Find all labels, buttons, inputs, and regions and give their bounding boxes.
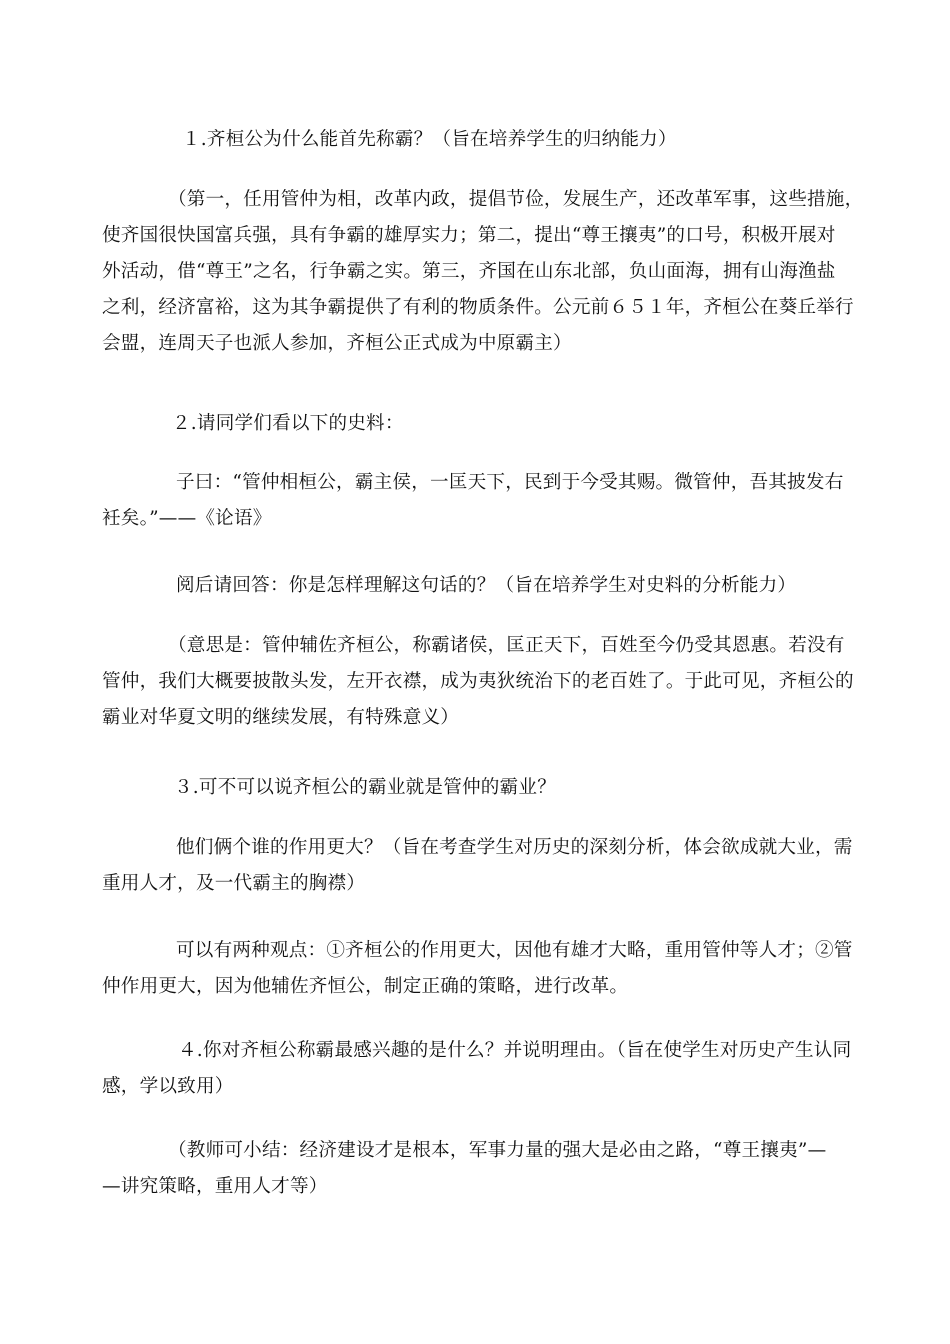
- answer-2-line: 管仲，我们大概要披散头发，左开衣襟，成为夷狄统治下的老百姓了。于此可见，齐桓公的: [102, 671, 854, 692]
- prompt-text: 阅后请回答：你是怎样理解这句话的？（旨在培养学生对史料的分析能力）: [176, 575, 797, 596]
- answer-2: [102, 628, 867, 736]
- question-3-sub: [102, 830, 867, 902]
- answer-1-line: 使齐国很快国富兵强，具有争霸的雄厚实力；第二，提出“尊王攘夷”的口号，积极开展对: [102, 225, 836, 246]
- answer-2-line: （意思是：管仲辅佐齐桓公，称霸诸侯，匡正天下，百姓至今仍受其恩惠。若没有: [168, 635, 845, 656]
- answer-3-line: 仲作用更大，因为他辅佐齐恒公，制定正确的策略，进行改革。: [102, 976, 629, 997]
- question-3-text: ３.可不可以说齐桓公的霸业就是管仲的霸业？: [174, 777, 556, 798]
- answer-1-line: 之利，经济富裕，这为其争霸提供了有利的物质条件。公元前６５１年，齐桓公在葵丘举行: [102, 297, 854, 318]
- answer-2-line: 霸业对华夏文明的继续发展，有特殊意义）: [102, 707, 460, 728]
- quote-line: 衽矣。”——《论语》: [102, 508, 272, 529]
- question-4-line: 感，学以致用）: [102, 1076, 234, 1097]
- answer-3: [102, 933, 867, 1005]
- question-3: [102, 770, 867, 806]
- question-3-sub-line: 重用人才，及一代霸主的胸襟）: [102, 873, 366, 894]
- answer-1-line: 外活动，借“尊王”之名，行争霸之实。第三，齐国在山东北部，负山面海，拥有山海渔盐: [102, 261, 836, 282]
- question-2-text: ２.请同学们看以下的史料：: [172, 413, 404, 434]
- question-3-sub-line: 他们俩个谁的作用更大？（旨在考查学生对历史的深刻分析，体会欲成就大业，需: [176, 837, 853, 858]
- question-1-text: １.齐桓公为什么能首先称霸？（旨在培养学生的归纳能力）: [182, 129, 677, 150]
- question-1: [102, 122, 867, 158]
- quote-line: 子曰：“管仲相桓公，霸主侯，一匡天下，民到于今受其赐。微管仲，吾其披发右: [176, 472, 844, 493]
- answer-1-line: 会盟，连周天子也派人参加，齐桓公正式成为中原霸主）: [102, 333, 572, 354]
- answer-1-line: （第一，任用管仲为相，改革内政，提倡节俭，发展生产，还改革军事，这些措施，: [168, 189, 864, 210]
- summary-line: —讲究策略，重用人才等）: [102, 1176, 328, 1197]
- question-4: [102, 1033, 867, 1105]
- summary-line: （教师可小结：经济建设才是根本，军事力量的强大是必由之路，“尊王攘夷”—: [168, 1140, 827, 1161]
- question-2: [102, 406, 867, 442]
- answer-1: [102, 182, 867, 362]
- quote-lunyu: [102, 465, 867, 537]
- teacher-summary: [102, 1133, 867, 1205]
- question-2-prompt: [102, 568, 867, 604]
- answer-3-line: 可以有两种观点：①齐桓公的作用更大，因他有雄才大略，重用管仲等人才；②管: [176, 940, 853, 961]
- question-4-line: ４.你对齐桓公称霸最感兴趣的是什么？并说明理由。（旨在使学生对历史产生认同: [178, 1040, 852, 1061]
